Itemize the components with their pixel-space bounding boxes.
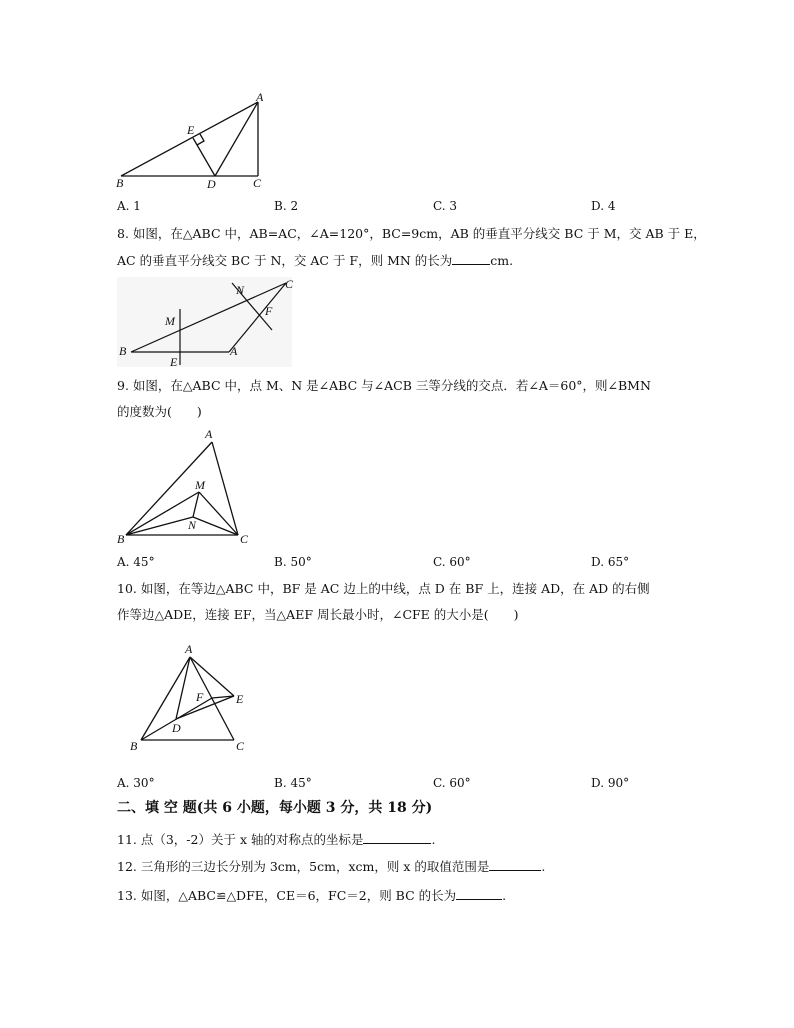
q10-option-a[interactable]: A. 30°: [117, 776, 155, 790]
q12-text: 12. 三角形的三边长分别为 3cm，5cm，xcm，则 x 的取值范围是: [117, 859, 490, 874]
label-b: B: [116, 176, 124, 190]
label-c: C: [253, 176, 262, 190]
q9-line2: 的度数为( ): [117, 404, 202, 419]
q11-end: .: [431, 832, 436, 847]
label-e: E: [236, 692, 244, 706]
q10-line1: 10. 如图，在等边△ABC 中，BF 是 AC 边上的中线，点 D 在 BF 上，连接 AD，在 AD 的右侧: [117, 581, 650, 596]
q11-text: 11. 点（3，-2）关于 x 轴的对称点的坐标是: [117, 832, 364, 847]
section-heading: 二、填 空 题(共 6 小题，每小题 3 分，共 18 分): [117, 800, 433, 816]
label-c: C: [285, 277, 294, 291]
q12: [117, 858, 545, 875]
q13-text: 13. 如图，△ABC≌△DFE，CE＝6，FC＝2，则 BC 的长为: [117, 888, 457, 903]
label-m: M: [165, 314, 175, 328]
q9-option-c[interactable]: C. 60°: [433, 555, 471, 569]
q8-line1: 8. 如图，在△ABC 中，AB=AC，∠A=120°，BC=9cm，AB 的垂直平分线交 BC 于 M，交 AB 于 E，: [117, 226, 706, 241]
q10-option-b[interactable]: B. 45°: [274, 776, 312, 790]
q10-option-c[interactable]: C. 60°: [433, 776, 471, 790]
q11: [117, 831, 435, 848]
label-e: E: [170, 355, 178, 369]
q7-option-a[interactable]: A. 1: [117, 199, 141, 213]
q13-answer-blank[interactable]: [456, 887, 502, 900]
segment-ad: [176, 657, 190, 719]
label-m: M: [195, 478, 205, 492]
q13-end: .: [502, 888, 507, 903]
q9-option-d[interactable]: D. 65°: [591, 555, 630, 569]
label-d: D: [172, 721, 181, 735]
segment-de: [176, 696, 234, 719]
label-c: C: [240, 532, 249, 546]
label-a: A: [230, 344, 238, 358]
q11-answer-blank[interactable]: [363, 831, 431, 844]
label-a: A: [205, 427, 213, 441]
label-b: B: [119, 344, 127, 358]
label-f: F: [196, 690, 204, 704]
q9-option-b[interactable]: B. 50°: [274, 555, 312, 569]
label-n: N: [236, 283, 245, 297]
q8-unit: cm.: [490, 253, 514, 268]
q9-line1: 9. 如图，在△ABC 中，点 M、N 是∠ABC 与∠ACB 三等分线的交点．若∠A＝60°，则∠BMN: [117, 378, 651, 393]
q10-option-d[interactable]: D. 90°: [591, 776, 630, 790]
label-b: B: [117, 532, 125, 546]
q13: [117, 887, 506, 904]
q10-line2: 作等边△ADE，连接 EF，当△AEF 周长最小时，∠CFE 的大小是( ): [117, 607, 519, 622]
label-d: D: [207, 177, 216, 191]
label-c: C: [236, 739, 245, 753]
q7-option-d[interactable]: D. 4: [591, 199, 616, 213]
label-f: F: [265, 304, 273, 318]
segment-ab: [141, 657, 190, 740]
q12-answer-blank[interactable]: [489, 858, 541, 871]
label-e: E: [187, 123, 195, 137]
q7-option-b[interactable]: B. 2: [274, 199, 299, 213]
label-n: N: [188, 518, 197, 532]
label-b: B: [130, 739, 138, 753]
label-a: A: [256, 90, 264, 104]
q12-end: .: [541, 859, 546, 874]
label-a: A: [185, 642, 193, 656]
q8-line2-text: AC 的垂直平分线交 BC 于 N，交 AC 于 F，则 MN 的长为: [117, 253, 453, 268]
q9-option-a[interactable]: A. 45°: [117, 555, 155, 569]
q7-option-c[interactable]: C. 3: [433, 199, 458, 213]
